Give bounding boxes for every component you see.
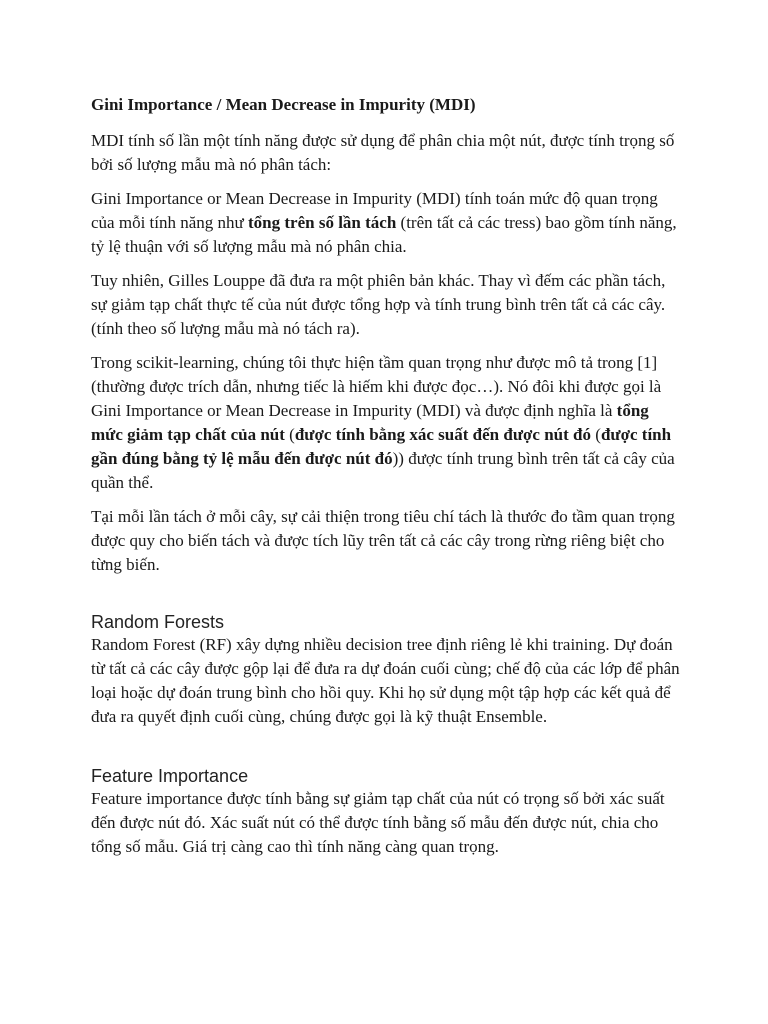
text-run: Gini Importance or Mean Decrease in Impurity (MDI) tính toán mức độ quan trọng của mỗi tính năng như — [91, 189, 658, 232]
text-run: ( — [591, 425, 601, 444]
section-title-gini: Gini Importance / Mean Decrease in Impurity (MDI) — [91, 95, 476, 114]
bold-text-run: được tính gần đúng bằng tỷ lệ mẫu đến được nút đó — [91, 425, 672, 468]
paragraph-feature-importance: Feature importance được tính bằng sự giảm tạp chất của nút có trọng số bởi xác suất đến được nút đó. Xác suất nút có thể được tính bằng số mẫu đến được nút, chia cho tổng số mẫu. Giá trị càng cao thì tính năng càng quan trọng. — [91, 789, 665, 856]
text-run: Trong scikit-learning, chúng tôi thực hiện tầm quan trọng như được mô tả trong [1] (thường được trích dẫn, nhưng tiếc là hiếm khi được đọc…). Nó đôi khi được gọi là Gini Importance or Mean Decrease in Impurity (MDI) và được định nghĩa là — [91, 353, 662, 420]
paragraph-gini-definition — [91, 187, 682, 259]
text-run: ( — [284, 425, 295, 444]
bold-text-run: được tính bằng xác suất đến được nút đó — [294, 425, 592, 444]
text-run: )) được tính trung bình trên tất cả cây của quần thể. — [91, 449, 675, 492]
heading-random-forests: Random Forests — [91, 612, 225, 632]
paragraph-random-forests: Random Forest (RF) xây dựng nhiều decision tree định riêng lẻ khi training. Dự đoán từ tất cả các cây được gộp lại để đưa ra dự đoán cuối cùng; chế độ của các lớp để phân loại hoặc dự đoán trung bình cho hồi quy. Khi họ sử dụng một tập hợp các kết quả để đưa ra quyết định cuối cùng, chúng được gọi là kỹ thuật Ensemble. — [91, 635, 680, 726]
paragraph-louppe: Tuy nhiên, Gilles Louppe đã đưa ra một phiên bản khác. Thay vì đếm các phần tách, sự giảm tạp chất thực tế của nút được tổng hợp và tính trung bình trên tất cả các cây. (tính theo số lượng mẫu mà nó tách ra). — [91, 271, 666, 338]
paragraph-scikit-learn — [91, 351, 682, 495]
paragraph-split-improvement: Tại mỗi lần tách ở mỗi cây, sự cải thiện trong tiêu chí tách là thước đo tầm quan trọng được quy cho biến tách và được tích lũy trên tất cả các cây trong rừng riêng biệt cho từng biến. — [91, 507, 675, 574]
paragraph-mdi-intro: MDI tính số lần một tính năng được sử dụng để phân chia một nút, được tính trọng số bởi số lượng mẫu mà nó phân tách: — [91, 131, 675, 174]
text-run: (trên tất cả các tress) bao gồm tính năng, tỷ lệ thuận với số lượng mẫu mà nó phân chia. — [91, 213, 677, 256]
heading-feature-importance: Feature Importance — [91, 766, 249, 786]
bold-text-run: tổng mức giảm tạp chất của nút — [91, 401, 649, 444]
bold-text-run: tổng trên số lần tách — [248, 213, 397, 232]
